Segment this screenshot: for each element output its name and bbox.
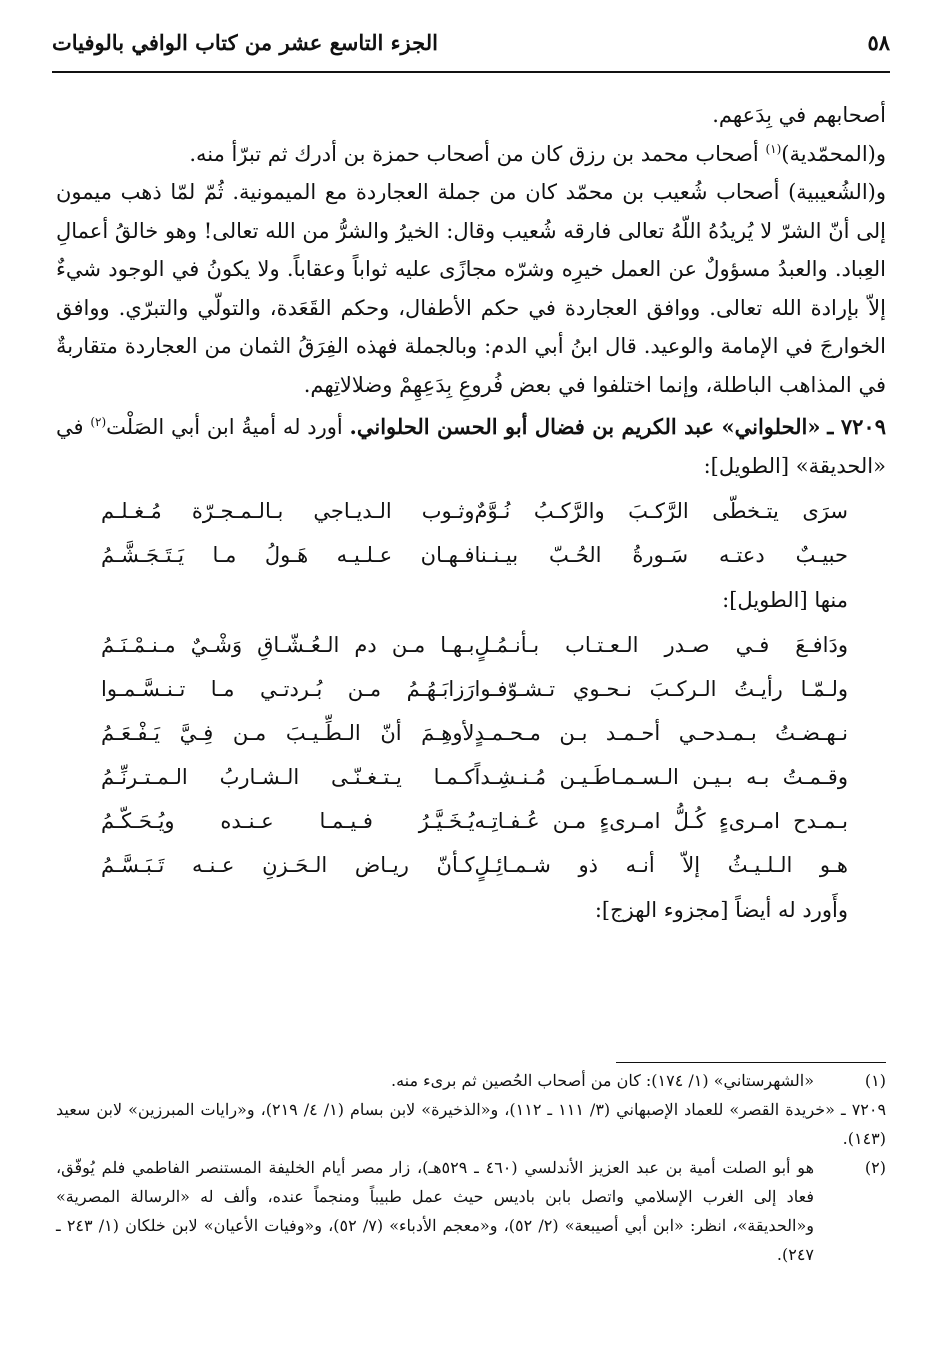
- paragraph: و(الشُعيبية) أصحاب شُعيب بن محمّد كان من جملة العجاردة مع الميمونية. ثُمّ لمّا ذهب ميمون إلى أنّ الشرّ لا يُريدُهُ اللّهُ تعالى فارقه شُعيب وقال: الخيرُ والشرُّ من الله تعالى! وهو خالقُ أعمالِ العِباد. والعبدُ مسؤولٌ عن العمل خيرِه وشرّه مجازًى عليه ثواباً وعقاباً. ولا يكونُ في الوجود شيءٌ إلاّ بإرادة الله تعالى. ووافق العجاردة في حكم الأطفال، وحكم القَعَدة، والتولّي والتبرّي. ووافق الخوارجَ في الإمامة والوعيد. قال ابنُ أبي الدم: وبالجملة فهذه الفِرَقُ الثمان من العجاردة متقاربةٌ في المذاهب الباطلة، وإنما اختلفوا في بعض فُروعِ بِدَعِهِمْ وضلالاتِهم.: [56, 180, 886, 397]
- poem-intro: وأَورد له أيضاً [مجزوء الهزج]:: [594, 898, 848, 922]
- verse-line: [56, 533, 886, 577]
- verse-hemistich-second: بـهـا مـن دم الـعُـشّـاقِ وَشْـيٌ مـنـمْـنَـمُ: [101, 632, 475, 657]
- footnote-rule: [616, 1062, 886, 1063]
- verse-hemistich-first: نـهـضـتُ بـمـدحـي أحـمـد بـن مـحـمـدٍ: [474, 720, 848, 745]
- footnote: [56, 1095, 886, 1153]
- footnote-text: «خريدة القصر» للعماد الإصبهاني (٣/ ١١١ ـ ١١٢)، و«الذخيرة» لابن بسام (١/ ٤/ ٢١٩)، و«رايات المبرزين» لابن سعيد (١٤٣).: [56, 1100, 886, 1148]
- footnote-text: هو أبو الصلت أمية بن عبد العزيز الأندلسي (٤٦٠ ـ ٥٢٩هـ)، زار مصر أيام الخليفة المستنصر الفاطمي فلم يُوفّق، فعاد إلى الغرب الإسلامي واتصل بابن باديس حيث عمل طبيباً ومنجماً عنده، وألف له «الرسالة المصرية» و«الحديقة»، انظر: «ابن أبي أصيبعة» (٢/ ٥٢)، و«معجم الأدباء» (٧/ ٥٢)، و«وفيات الأعيان» لابن خلكان (١/ ٢٤٣ ـ ٢٤٧).: [56, 1158, 815, 1264]
- verse-line: [56, 623, 886, 667]
- paragraph-text: أصحاب محمد بن رزق كان من أصحاب حمزة بن أدرك ثم تبرّأ منه.: [189, 141, 766, 166]
- verse-hemistich-first: بـمـدح امـرىءٍ كُـلُّ امـرىءٍ مـن عُـفـاتِـه: [474, 808, 848, 833]
- footnote: [56, 1153, 886, 1269]
- paragraph: [56, 135, 886, 174]
- footnote-ref[interactable]: (١): [765, 141, 782, 156]
- verse-hemistich-first: ولـمّـا رأيـتُ الـركـبَ نـحـوي تـشـوّفـوا: [474, 676, 848, 701]
- poem-1: [56, 489, 886, 577]
- footnotes: [56, 1066, 886, 1269]
- verse-hemistich-first: حبيـبٌ دعتـه سَـورةُ الحُـبّ بيـنـنا: [474, 542, 848, 567]
- running-title: الجزء التاسع عشر من كتاب الوافي بالوفيات: [52, 30, 438, 55]
- verse-line: [56, 711, 886, 755]
- entry-number: ٧٢٠٩ ـ: [827, 414, 886, 439]
- verse-hemistich-second: رَزابَـهُـمُ مـن بُـردتـي مـا تـنـسَّـمـوا: [101, 676, 475, 701]
- verse-hemistich-first: ودَافـعَ فـي صـدر الـعـتـاب بـأنـمُـلٍ: [474, 632, 848, 657]
- entry-title: «الحلواني» عبد الكريم بن فضال أبو الحسن الحلواني.: [349, 414, 821, 439]
- footnote-label: ٧٢٠٩ ـ: [840, 1100, 887, 1119]
- verse-hemistich-second: كـمـا يـتـغـنّـى الـشـاربُ الـمـتـرنِّـمُ: [101, 764, 475, 789]
- verse-hemistich-second: لأوهِـمَ أنّ الـطِّـيـبَ مـن فِـيَّ يَـفْـعَـمُ: [101, 720, 475, 745]
- verse-line: [56, 755, 886, 799]
- poem-2: [56, 623, 886, 887]
- poem-intro: منها [الطويل]:: [722, 588, 848, 612]
- verse-hemistich-second: كـأنّ ريـاض الـحَـزنِ عـنـه تَـبَـسَّـمُ: [101, 852, 475, 877]
- paragraph: أصحابهم في بِدَعهم.: [712, 103, 886, 127]
- verse-line: [56, 489, 886, 533]
- verse-line: [56, 843, 886, 887]
- entry-text: في «الحديقة» [الطويل]:: [56, 415, 886, 478]
- page-header: [52, 30, 890, 55]
- verse-line: [56, 799, 886, 843]
- verse-hemistich-second: يُـخَـيَّـرُ فـيـمـا عـنـده ويُـحَـكّـمُ: [101, 808, 475, 833]
- verse-hemistich-first: وقـمـتُ بـه بـيـن الـسـمـاطَـيـن مُـنـشِـداً: [474, 764, 848, 789]
- verse-line: [56, 667, 886, 711]
- verse-hemistich-second: فـهـان عـلـيـه هَـولُ مـا يَـتَـجَـشَّـمُ: [101, 542, 475, 567]
- entry-text: أورد له أميةُ ابن أبي الصَلْت: [106, 415, 350, 439]
- header-rule: [52, 71, 890, 73]
- footnote-ref[interactable]: (٢): [90, 415, 107, 429]
- footnote: [56, 1066, 886, 1095]
- footnote-label: (١): [864, 1071, 886, 1090]
- main-text: [56, 96, 886, 933]
- verse-hemistich-first: هـو الـلـيـثُ إلاّ أنـه ذو شـمـائِـلٍ: [474, 852, 848, 877]
- biography-entry: [56, 408, 886, 485]
- footnote-label: (٢): [864, 1158, 886, 1177]
- verse-hemistich-first: سرَى يتـخطّى الرَّكـبَ والرَّكـبُ نُـوَّمٌ: [474, 498, 848, 523]
- footnote-text: «الشهرستاني» (١/ ١٧٤): كان من أصحاب الحُصين ثم برىء منه.: [390, 1071, 814, 1090]
- verse-hemistich-second: وثـوب الـديـاجي بـالـمـجـرّة مُـغـلـم: [101, 498, 475, 523]
- page-number: ٥٨: [867, 30, 890, 55]
- paragraph-text: و(المحمّدية): [781, 141, 886, 166]
